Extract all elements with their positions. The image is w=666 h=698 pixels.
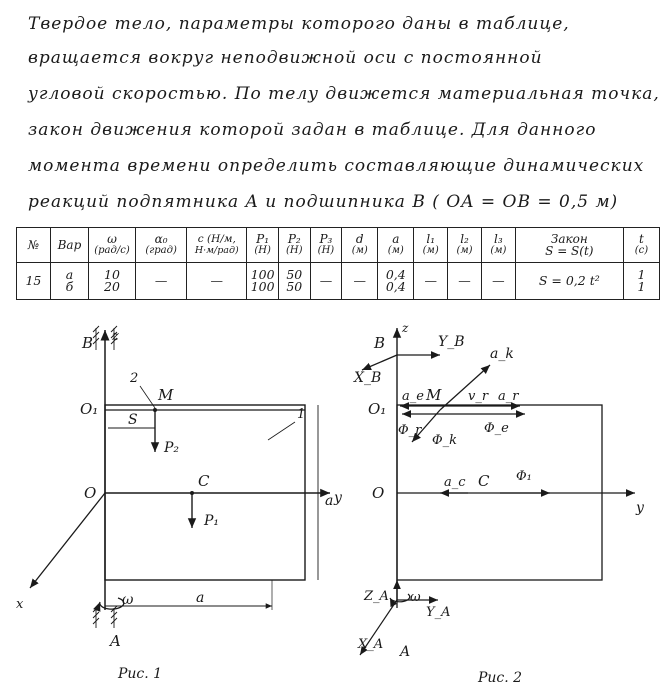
header-p1-top: P₁ xyxy=(256,232,270,246)
label-b: B xyxy=(82,334,94,352)
problem-line-6: реакций подпятника A и подшипника B ( OA = OB = 0,5 м) xyxy=(28,192,619,212)
label-s: S xyxy=(128,412,138,428)
label-z-2: z xyxy=(402,321,409,335)
label-b-2: B xyxy=(374,334,386,352)
cell-a xyxy=(378,263,414,300)
cell-a-a: 0,4 xyxy=(385,267,406,282)
cell-p1-a: 100 xyxy=(250,267,275,282)
cell-t-b: 1 xyxy=(637,279,646,294)
cell-p2 xyxy=(278,263,310,300)
header-d-unit: (м) xyxy=(351,245,368,256)
label-x: x xyxy=(16,597,24,612)
cell-law: S = 0,2 t² xyxy=(515,263,623,300)
label-omega-2: ω xyxy=(410,590,421,605)
label-m: M xyxy=(158,386,174,404)
problem-line-2: вращается вокруг неподвижной оси с постоянной xyxy=(28,48,543,68)
problem-line-4: закон движения которой задан в таблице. Для данного xyxy=(28,120,597,140)
header-p2 xyxy=(278,228,310,263)
header-c-unit: Н·м/рад) xyxy=(194,245,239,256)
header-t-unit: (с) xyxy=(634,245,649,256)
header-alpha0 xyxy=(135,228,186,263)
problem-line-3: угловой скоростью. По телу движется материальная точка, xyxy=(28,84,660,104)
label-ar: a_r xyxy=(498,389,519,404)
label-y-2: y xyxy=(636,500,644,516)
x-axis xyxy=(30,493,105,588)
label-p1: P₁ xyxy=(204,513,220,529)
header-law-top: Закон xyxy=(550,232,588,246)
header-omega xyxy=(89,228,136,263)
label-ae: a_e xyxy=(402,389,424,404)
label-omega: ω xyxy=(122,592,134,608)
header-l3 xyxy=(481,228,515,263)
cell-omega-b: 20 xyxy=(104,279,120,294)
cell-l3: — xyxy=(481,263,515,300)
cell-t-a: 1 xyxy=(637,267,646,282)
label-fk: Φ_k xyxy=(432,433,458,448)
label-y: y xyxy=(334,490,342,506)
table-header-row xyxy=(17,228,660,263)
label-m-2: M xyxy=(426,386,442,404)
cell-omega xyxy=(89,263,136,300)
header-l2-unit: (м) xyxy=(456,245,473,256)
cell-p2-b: 50 xyxy=(286,279,303,294)
header-c-top: c (Н/м, xyxy=(197,233,236,245)
label-ya: Y_A xyxy=(426,605,451,620)
label-o1: O₁ xyxy=(80,400,99,418)
label-o1-2: O₁ xyxy=(368,400,387,418)
label-a-2: A xyxy=(400,644,411,660)
header-p1 xyxy=(247,228,279,263)
header-p3 xyxy=(310,228,342,263)
header-l3-unit: (м) xyxy=(490,245,507,256)
header-law-bottom: S = S(t) xyxy=(545,244,594,258)
point-m xyxy=(153,408,157,412)
cell-variant-b: б xyxy=(65,279,74,294)
header-alpha0-unit: (град) xyxy=(145,245,177,256)
cell-omega-a: 10 xyxy=(104,267,120,282)
cell-p3: — xyxy=(310,263,342,300)
label-yb: Y_B xyxy=(438,334,465,350)
xb-arrow xyxy=(362,355,397,370)
header-p2-unit: (Н) xyxy=(286,245,303,256)
header-t-top: t xyxy=(639,232,644,246)
label-za: Z_A xyxy=(364,589,389,604)
leader-1 xyxy=(268,422,295,440)
header-d xyxy=(342,228,378,263)
cell-p1 xyxy=(247,263,279,300)
label-vr: v_r xyxy=(468,389,489,404)
header-l1 xyxy=(414,228,448,263)
header-c xyxy=(187,228,247,263)
header-law xyxy=(515,228,623,263)
header-number xyxy=(17,228,51,263)
label-a-side: a xyxy=(325,493,334,509)
header-p1-unit: (Н) xyxy=(254,245,271,256)
cell-t xyxy=(623,263,659,300)
header-p2-top: P₂ xyxy=(287,232,301,246)
cell-p2-a: 50 xyxy=(286,267,303,282)
cell-p1-b: 100 xyxy=(250,279,275,294)
cell-variant-a: а xyxy=(65,267,74,282)
header-p3-unit: (Н) xyxy=(317,245,335,256)
cell-l2: — xyxy=(448,263,482,300)
label-ak: a_k xyxy=(490,346,514,362)
header-l2-top: l₂ xyxy=(460,232,469,246)
label-a: A xyxy=(110,632,121,650)
header-l1-unit: (м) xyxy=(422,245,439,256)
fig1-caption: Рис. 1 xyxy=(118,666,163,682)
label-a-bottom: a xyxy=(196,590,205,606)
header-p3-top: P₃ xyxy=(319,232,333,246)
cell-variant xyxy=(50,263,88,300)
header-a-unit: (м) xyxy=(387,245,404,256)
label-xb: X_B xyxy=(354,370,382,386)
label-fe: Φ_e xyxy=(484,421,509,436)
header-l3-top: l₃ xyxy=(494,232,503,246)
header-a xyxy=(378,228,414,263)
header-l2 xyxy=(448,228,482,263)
header-variant-label: Вар xyxy=(57,238,82,252)
problem-line-5: момента времени определить составляющие динамических xyxy=(28,156,645,176)
header-a-top: a xyxy=(392,232,400,246)
center-point-c xyxy=(190,491,194,495)
table-row xyxy=(17,263,660,300)
omega-arrow xyxy=(100,598,124,609)
figure-1 xyxy=(0,310,340,698)
header-d-top: d xyxy=(355,232,364,246)
header-t xyxy=(623,228,659,263)
header-l1-top: l₁ xyxy=(426,232,436,246)
label-o: O xyxy=(84,484,97,502)
parameters-table xyxy=(16,227,660,300)
cell-a-b: 0,4 xyxy=(385,279,406,294)
cell-number: 15 xyxy=(17,263,51,300)
problem-line-1: Твердое тело, параметры которого даны в таблице, xyxy=(28,14,570,34)
header-omega-top: ω xyxy=(107,232,117,246)
label-1: 1 xyxy=(297,407,306,422)
cell-c: — xyxy=(187,263,247,300)
label-xa: X_A xyxy=(358,637,384,652)
cell-l1: — xyxy=(414,263,448,300)
label-c-2: C xyxy=(478,472,490,490)
label-o-2: O xyxy=(372,484,385,502)
header-number-label: № xyxy=(27,238,40,252)
label-f1: Φ₁ xyxy=(516,469,532,484)
figure-2 xyxy=(340,310,666,698)
fig2-caption: Рис. 2 xyxy=(478,670,523,686)
cell-d: — xyxy=(342,263,378,300)
label-2: 2 xyxy=(130,371,139,386)
label-c: C xyxy=(198,472,210,490)
label-p2: P₂ xyxy=(164,440,180,456)
header-alpha0-top: α₀ xyxy=(154,232,168,246)
cell-alpha0: — xyxy=(135,263,186,300)
header-omega-unit: (рад/с) xyxy=(94,245,130,256)
label-ac: a_c xyxy=(444,475,466,490)
header-variant xyxy=(50,228,88,263)
label-fr: Φ_r xyxy=(398,423,422,438)
label-z: z xyxy=(112,329,119,344)
